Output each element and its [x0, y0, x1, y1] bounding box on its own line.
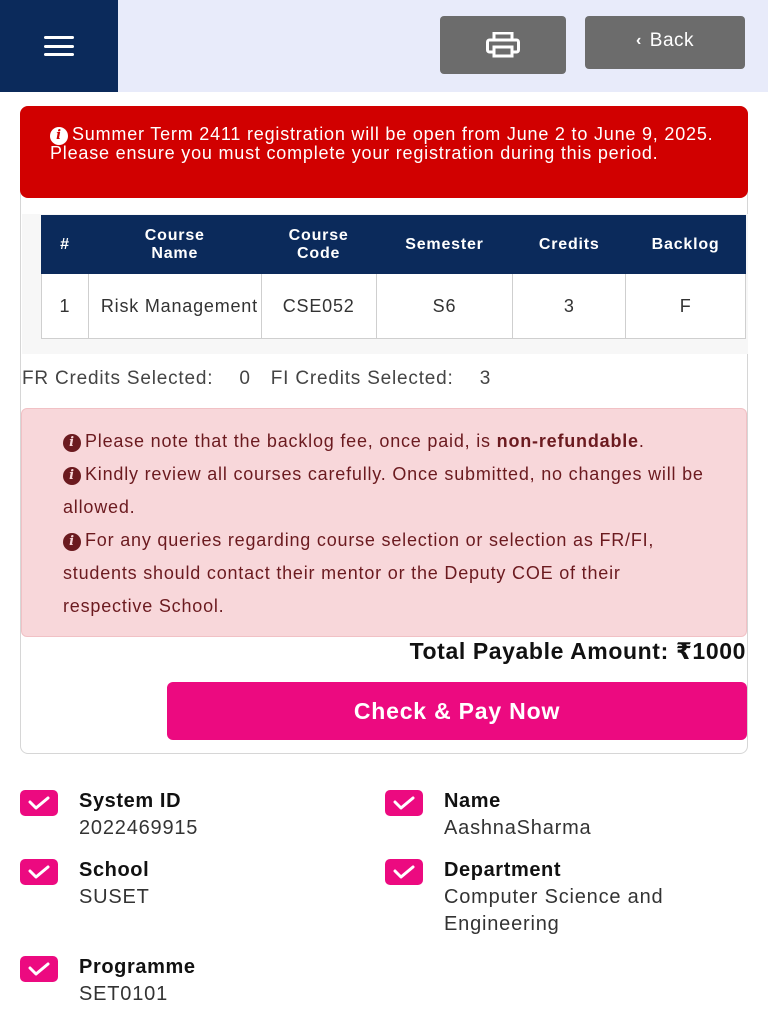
fr-credits [22, 368, 251, 389]
total-payable [410, 638, 746, 665]
chevron-left-icon: ‹ [635, 31, 642, 49]
note-queries: i For any queries regarding course selection or selection as FR/FI, students should contact their mentor or the Deputy COE of their respective School. [63, 530, 655, 616]
system-id-label: System ID [79, 790, 182, 812]
cell-course-code: CSE052 [261, 274, 376, 339]
course-table-container [22, 214, 748, 354]
note-refund: i Please note that the backlog fee, once paid, is non-refundable. [63, 425, 706, 458]
back-button[interactable] [585, 16, 745, 69]
col-header-number: # [42, 216, 89, 274]
credits-summary [22, 368, 491, 390]
back-label: Back [649, 29, 695, 51]
important-notes [21, 408, 747, 637]
checkmark-icon [20, 790, 58, 816]
fi-credits-label: FI Credits Selected: [270, 368, 454, 389]
school-value: SUSET [79, 886, 150, 908]
col-header-credits: Credits [513, 216, 626, 274]
school-label: School [79, 859, 150, 881]
note-review: i Kindly review all courses carefully. Once submitted, no changes will be allowed. [63, 464, 704, 517]
info-icon: i [63, 533, 81, 551]
info-icon: i [63, 434, 81, 452]
registration-alert-text: Summer Term 2411 registration will be open from June 2 to June 9, 2025. Please ensure you must complete your registration during this period. [50, 124, 714, 163]
cell-course-name: Risk Management [88, 274, 261, 339]
name-label: Name [444, 790, 501, 812]
fr-credits-value: 0 [239, 368, 251, 389]
col-header-semester: Semester [376, 216, 513, 274]
registration-alert [20, 106, 748, 198]
programme-value: SET0101 [79, 983, 168, 1005]
col-header-course-name: Course Name [88, 216, 261, 274]
total-value: ₹1000 [675, 638, 746, 664]
cell-semester: S6 [376, 274, 513, 339]
info-icon: i [63, 467, 81, 485]
fi-credits-value: 3 [479, 368, 492, 389]
department-label: Department [444, 859, 562, 881]
print-button[interactable] [440, 16, 566, 74]
course-table [41, 215, 746, 339]
menu-button[interactable] [0, 0, 118, 92]
programme-label: Programme [79, 956, 196, 978]
total-label: Total Payable Amount: [409, 638, 669, 664]
checkmark-icon [20, 956, 58, 982]
name-value: AashnaSharma [444, 817, 592, 839]
printer-icon [486, 32, 520, 58]
table-header-row [42, 216, 746, 274]
info-icon: i [50, 127, 68, 145]
fi-credits [271, 368, 491, 389]
department-value: Computer Science and Engineering [444, 886, 664, 935]
checkmark-icon [385, 859, 423, 885]
col-header-backlog: Backlog [626, 216, 746, 274]
table-row [42, 274, 746, 339]
cell-number: 1 [42, 274, 89, 339]
checkmark-icon [20, 859, 58, 885]
checkmark-icon [385, 790, 423, 816]
hamburger-menu-icon [44, 36, 74, 56]
cell-credits: 3 [513, 274, 626, 339]
system-id-value: 2022469915 [79, 817, 199, 839]
cell-backlog: F [626, 274, 746, 339]
fr-credits-label: FR Credits Selected: [22, 368, 214, 389]
check-and-pay-button[interactable]: Check & Pay Now [167, 682, 747, 740]
col-header-course-code: Course Code [261, 216, 376, 274]
